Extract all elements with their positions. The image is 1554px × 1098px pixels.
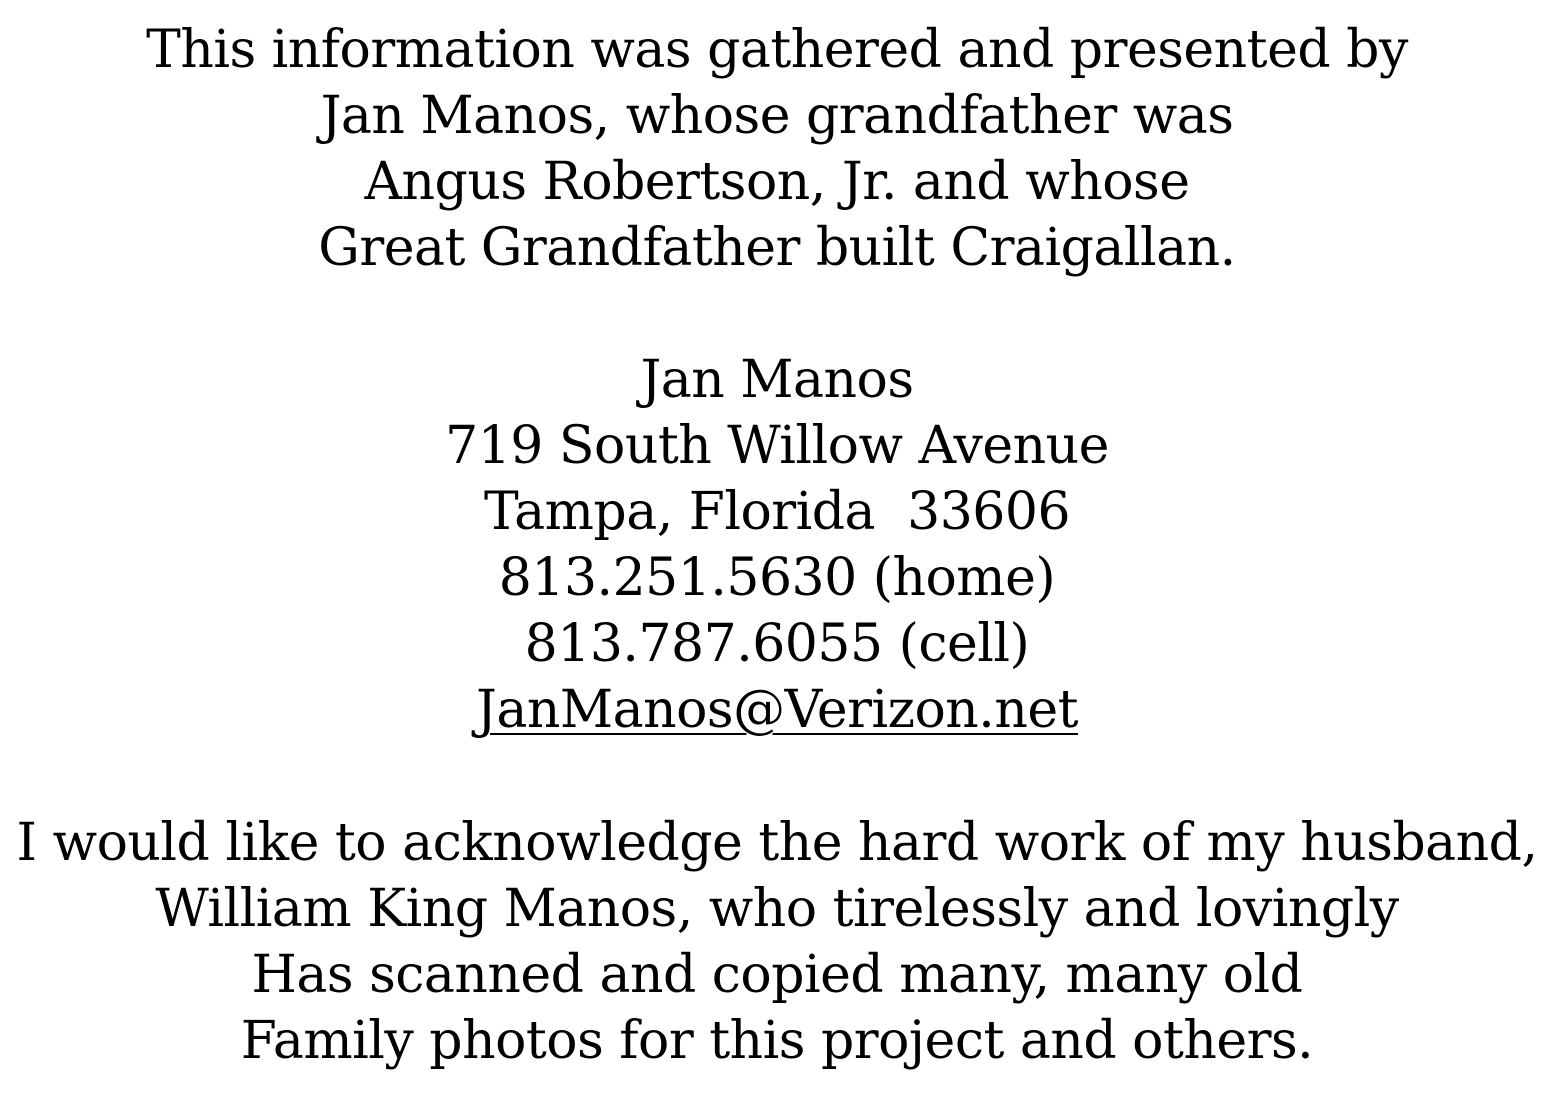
intro-line-3: Angus Robertson, Jr. and whose	[364, 152, 1190, 212]
contact-email-link[interactable]: JanManos@Verizon.net	[476, 680, 1078, 740]
intro-line-1: This information was gathered and presented by	[146, 20, 1408, 80]
ack-line-2: William King Manos, who tirelessly and lovingly	[155, 879, 1399, 939]
contact-city: Tampa, Florida 33606	[483, 482, 1071, 542]
contact-email-line	[0, 677, 1554, 743]
contact-street: 719 South Willow Avenue	[445, 416, 1109, 476]
contact-block	[0, 347, 1554, 743]
ack-line-1: I would like to acknowledge the hard work of my husband,	[16, 813, 1538, 873]
intro-line-4: Great Grandfather built Craigallan.	[318, 218, 1236, 278]
intro-line-2: Jan Manos, whose grandfather was	[320, 86, 1234, 146]
intro-paragraph	[0, 17, 1554, 281]
acknowledgement-paragraph	[0, 810, 1554, 1074]
contact-cell-phone: 813.787.6055 (cell)	[524, 614, 1030, 674]
contact-home-phone: 813.251.5630 (home)	[498, 548, 1056, 608]
contact-name: Jan Manos	[640, 350, 914, 410]
ack-line-4: Family photos for this project and others.	[240, 1011, 1314, 1071]
ack-line-3: Has scanned and copied many, many old	[251, 945, 1303, 1005]
